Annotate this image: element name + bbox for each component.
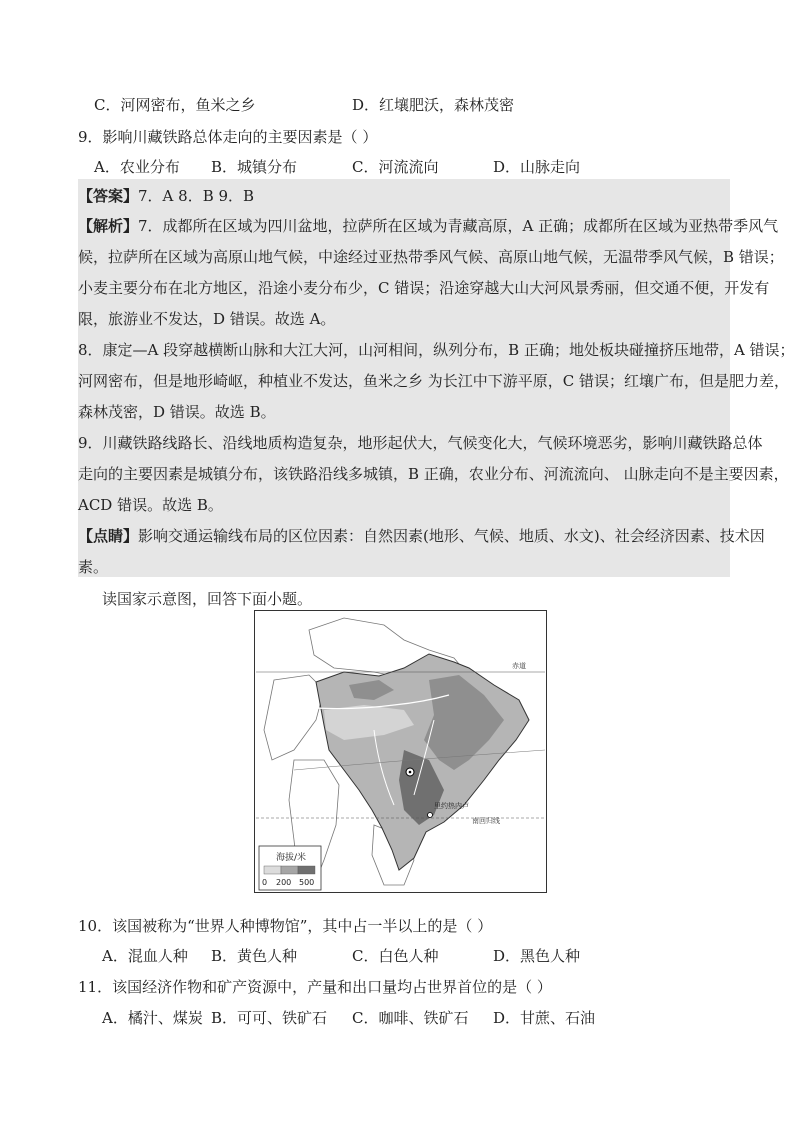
city-label: 里约热内卢: [434, 802, 469, 810]
q9-stem: 9．影响川藏铁路总体走向的主要因素是（ ）: [78, 128, 378, 146]
analysis-text: 7．成都所在区域为四川盆地，拉萨所在区域为青藏高原，A 正确；成都所在区域为亚热带季风气: [138, 217, 779, 235]
answer-text: 7．A 8．B 9．B: [138, 187, 255, 205]
q10-option-a: A．混血人种: [102, 947, 188, 965]
tropic-label: 南回归线: [472, 817, 500, 825]
analysis-line-3: 小麦主要分布在北方地区，沿途小麦分布少，C 错误；沿途穿越大山大河风景秀丽，但交通不便，开发有: [78, 279, 770, 297]
dianjing-text: 影响交通运输线布局的区位因素：自然因素(地形、气候、地质、水文)、社会经济因素、技术因: [138, 527, 765, 545]
equator-label: 赤道: [512, 662, 526, 670]
q9-option-d: D．山脉走向: [493, 158, 581, 176]
city-marker-icon: [428, 813, 433, 818]
legend-title: 海拔/米: [276, 853, 307, 863]
analysis-line-5: 8．康定—A 段穿越横断山脉和大江大河，山河相间，纵列分布，B 正确；地处板块碰撞挤压地带，A 错误；: [78, 341, 795, 359]
legend-tick-500: 500: [299, 878, 315, 887]
legend-swatch-low: [264, 866, 281, 874]
q9-option-a: A．农业分布: [94, 158, 180, 176]
analysis-line-6: 河网密布，但是地形崎岖，种植业不发达，鱼米之乡 为长江中下游平原，C 错误；红壤广布，但是肥力差，: [78, 372, 790, 390]
q11-stem: 11．该国经济作物和矿产资源中，产量和出口量均占世界首位的是（ ）: [78, 978, 552, 996]
q11-option-b: B．可可、铁矿石: [211, 1009, 328, 1027]
q8-option-c: C．河网密布，鱼米之乡: [94, 96, 256, 114]
q11-option-c: C．咖啡、铁矿石: [352, 1009, 469, 1027]
q10-option-d: D．黑色人种: [493, 947, 581, 965]
analysis-line-8: 9．川藏铁路线路长、沿线地质构造复杂，地形起伏大，气候变化大，气候环境恶劣，影响川藏铁路总体: [78, 434, 763, 452]
analysis-line-1: [78, 214, 778, 238]
q10-option-c: C．白色人种: [352, 947, 439, 965]
q9-option-c: C．河流流向: [352, 158, 439, 176]
analysis-line-7: 森林茂密，D 错误。故选 B。: [78, 403, 276, 421]
analysis-line-2: 候，拉萨所在区域为高原山地气候，中途经过亚热带季风气候、高原山地气候，无温带季风气候，B 错误；: [78, 248, 784, 266]
dianjing-label: 【点睛】: [78, 527, 139, 545]
legend-tick-200: 200: [276, 878, 292, 887]
dianjing-line-1: [78, 524, 765, 548]
q10-stem: 10．该国被称为“世界人种博物馆”，其中占一半以上的是（ ）: [78, 917, 493, 935]
brazil-map: [254, 610, 547, 893]
q9-option-b: B．城镇分布: [211, 158, 298, 176]
dianjing-line-2: 素。: [78, 558, 109, 576]
answer-label: 【答案】: [78, 187, 139, 205]
capital-dot-icon: [409, 771, 412, 774]
q10-option-b: B．黄色人种: [211, 947, 298, 965]
legend-swatch-high: [298, 866, 315, 874]
q11-option-a: A．橘汁、煤炭: [102, 1009, 203, 1027]
legend-tick-0: 0: [262, 878, 268, 887]
analysis-label: 【解析】: [78, 217, 139, 235]
analysis-line-9: 走向的主要因素是城镇分布，该铁路沿线多城镇，B 正确，农业分布、河流流向、 山脉走向不是主要因素，: [78, 465, 789, 483]
legend-swatch-mid: [281, 866, 298, 874]
q8-option-d: D．红壤肥沃，森林茂密: [352, 96, 515, 114]
q11-option-d: D．甘蔗、石油: [493, 1009, 596, 1027]
analysis-line-4: 限，旅游业不发达，D 错误。故选 A。: [78, 310, 336, 328]
answer-line: [78, 184, 254, 208]
map-intro: 读国家示意图，回答下面小题。: [102, 590, 313, 608]
analysis-line-10: ACD 错误。故选 B。: [78, 496, 223, 514]
